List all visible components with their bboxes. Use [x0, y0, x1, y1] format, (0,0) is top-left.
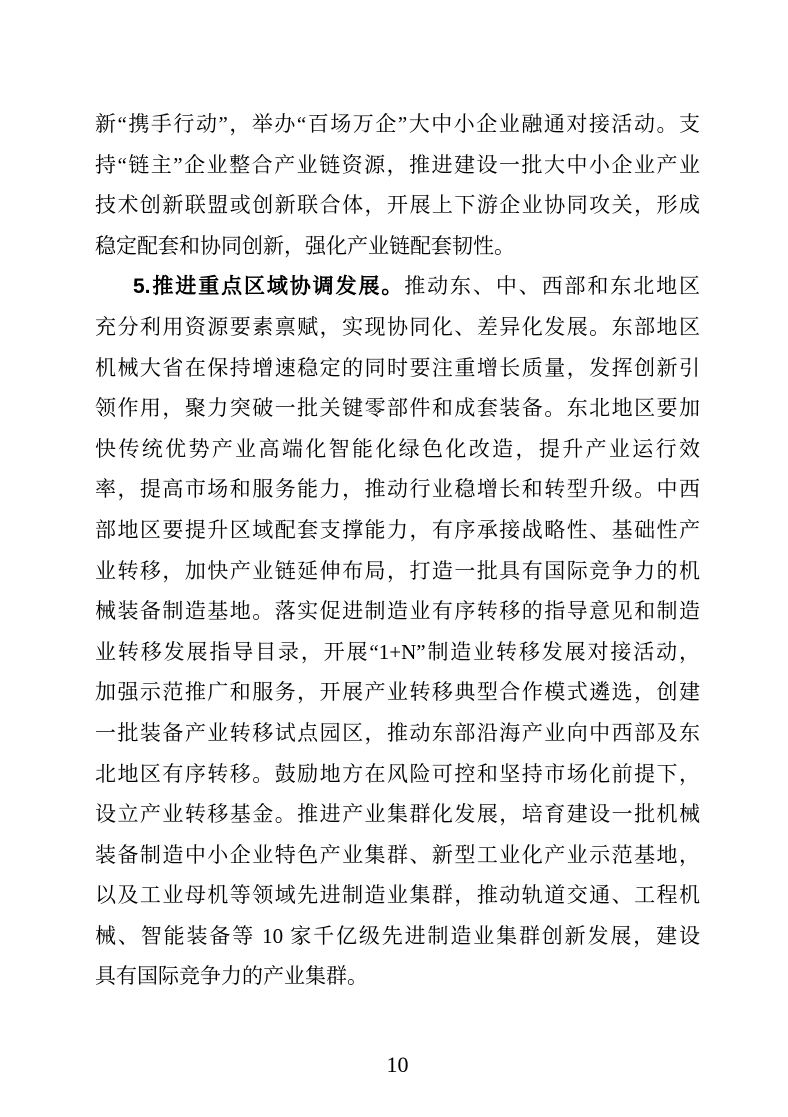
text-line: 快传统优势产业高端化智能化绿色化改造，提升产业运行效	[95, 436, 700, 461]
text-line: 加强示范推广和服务，开展产业转移典型合作模式遴选，创建	[95, 680, 700, 705]
text-line: 业转移，加快产业链延伸布局，打造一批具有国际竞争力的机	[95, 558, 700, 583]
text-line: 领作用，聚力突破一批关键零部件和成套装备。东北地区要加	[95, 396, 700, 421]
text-line: 一批装备产业转移试点园区，推动东部沿海产业向中西部及东	[95, 720, 700, 745]
text-line: 装备制造中小企业特色产业集群、新型工业化产业示范基地，	[95, 842, 700, 867]
text-line: 技术创新联盟或创新联合体，开展上下游企业协同攻关，形成	[95, 193, 700, 218]
text-line: 设立产业转移基金。推进产业集群化发展，培育建设一批机械	[95, 802, 700, 827]
document-body	[95, 104, 700, 997]
text-line	[95, 266, 700, 307]
text-line: 业转移发展指导目录，开展“1+N”制造业转移发展对接活动，	[95, 639, 700, 664]
section-heading: 5.推进重点区域协调发展。	[133, 275, 405, 299]
text-line: 稳定配套和协同创新，强化产业链配套韧性。	[95, 233, 515, 258]
text-line: 率，提高市场和服务能力，推动行业稳增长和转型升级。中西	[95, 477, 700, 502]
text-line: 新“携手行动”，举办“百场万企”大中小企业融通对接活动。支	[95, 112, 700, 136]
text-line: 以及工业母机等领域先进制造业集群，推动轨道交通、工程机	[95, 883, 700, 908]
text-line: 机械大省在保持增速稳定的同时要注重增长质量，发挥创新引	[95, 355, 700, 380]
page-number: 10	[386, 1052, 409, 1077]
text-line: 械、智能装备等 10 家千亿级先进制造业集群创新发展，建设	[95, 923, 700, 948]
text-span: 推动东、中、西部和东北地区	[404, 274, 701, 299]
text-line: 部地区要提升区域配套支撑能力，有序承接战略性、基础性产	[95, 517, 700, 542]
text-line: 北地区有序转移。鼓励地方在风险可控和坚持市场化前提下，	[95, 761, 700, 786]
text-line: 械装备制造基地。落实促进制造业有序转移的指导意见和制造	[95, 599, 700, 624]
text-line: 具有国际竞争力的产业集群。	[95, 964, 368, 989]
page-footer	[95, 1050, 700, 1080]
text-line: 充分利用资源要素禀赋，实现协同化、差异化发展。东部地区	[95, 314, 700, 339]
paragraph-section-5	[95, 266, 700, 997]
text-line: 持“链主”企业整合产业链资源，推进建设一批大中小企业产业	[95, 152, 700, 177]
paragraph-continuation	[95, 104, 700, 266]
